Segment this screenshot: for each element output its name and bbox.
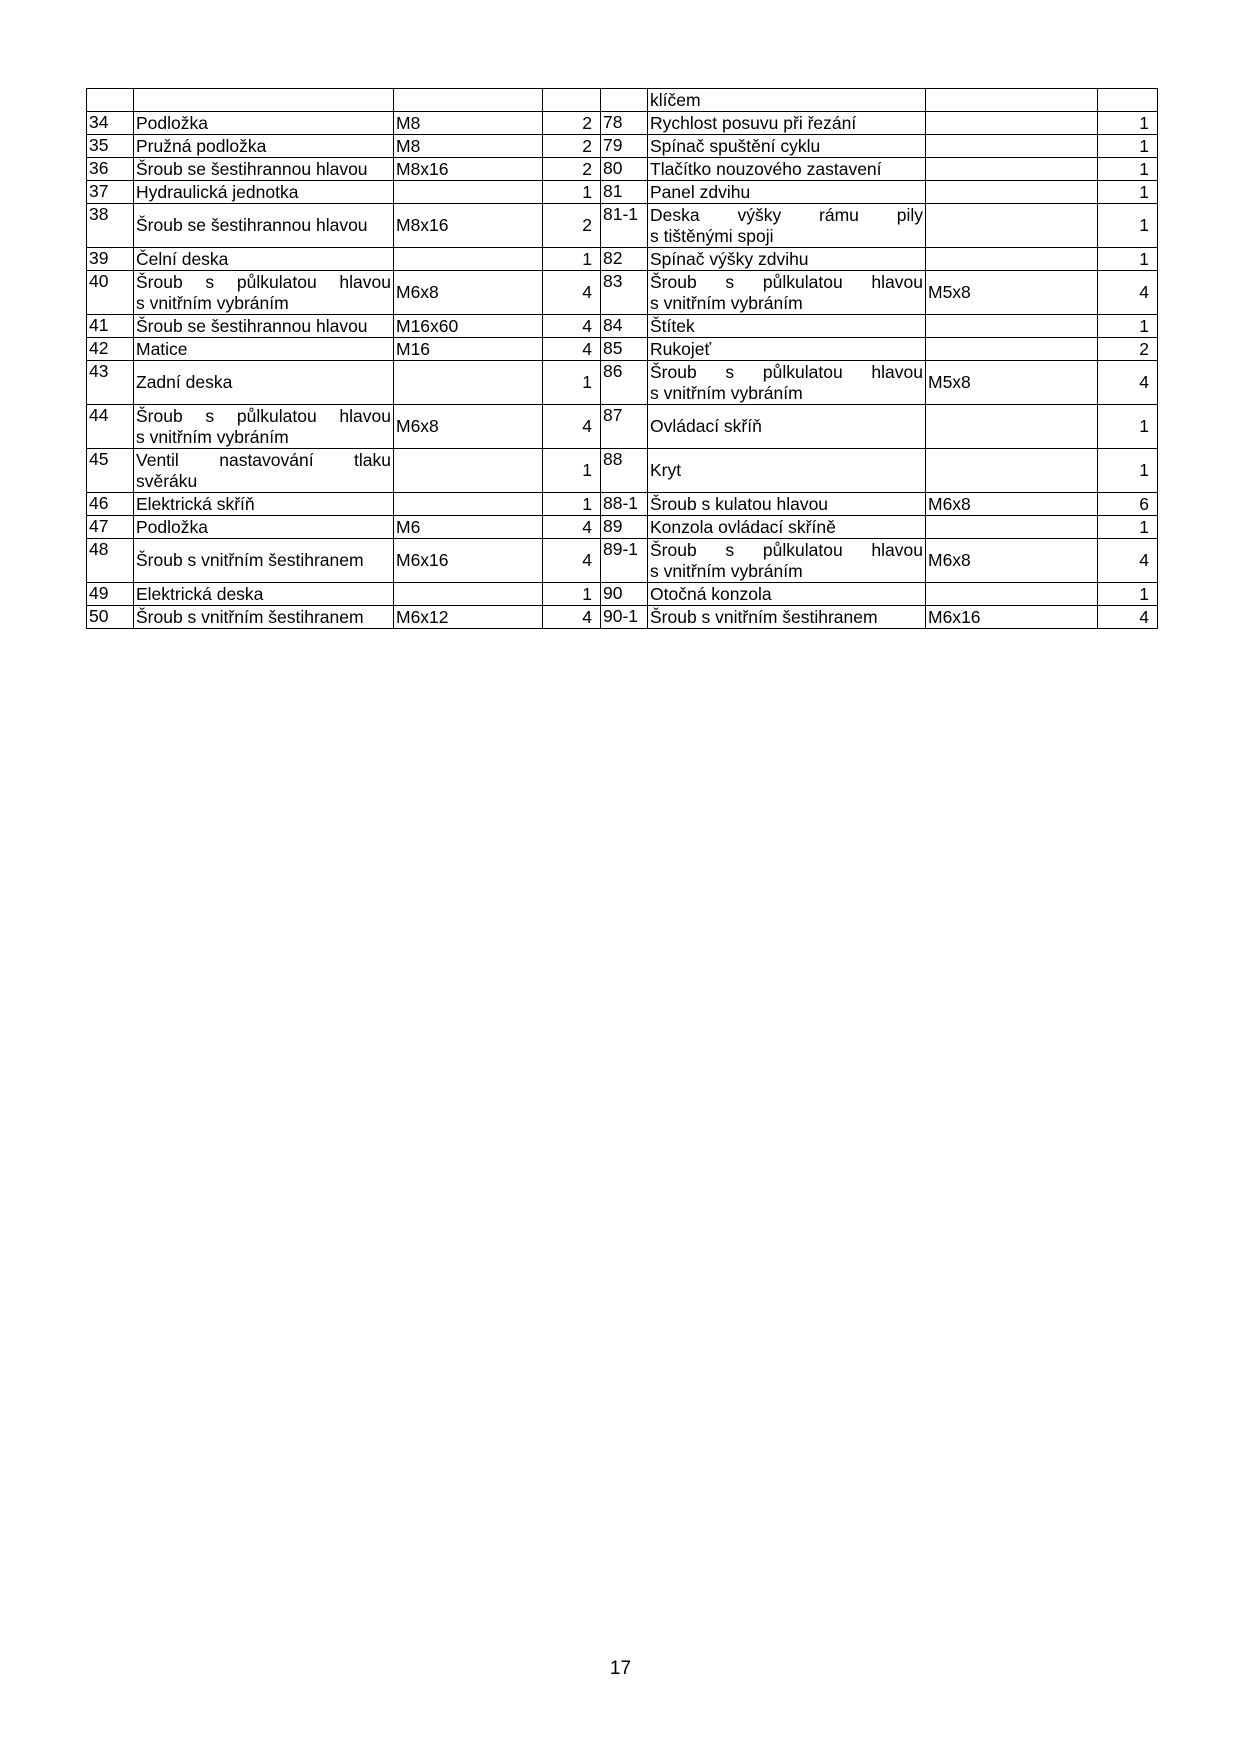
part-name-line: Zadní deska: [136, 372, 233, 392]
part-name-line: Deska výšky rámu pily: [650, 204, 923, 225]
right-size-cell: [926, 449, 1098, 493]
right-part-name-cell: [648, 112, 926, 135]
left-size-cell: M8: [394, 135, 543, 158]
left-item-number-cell: 43: [87, 361, 134, 405]
right-size-cell: [926, 315, 1098, 338]
left-item-number-cell: 37: [87, 181, 134, 204]
right-item-number-cell: 80: [601, 158, 648, 181]
part-name-line: Šroub s půlkulatou hlavou: [136, 271, 391, 292]
right-item-number-cell: 78: [601, 112, 648, 135]
part-name-line: Šroub s půlkulatou hlavou: [136, 405, 391, 426]
left-size-cell: [394, 583, 543, 606]
left-quantity-cell: 4: [543, 315, 601, 338]
left-item-number-cell: 49: [87, 583, 134, 606]
part-name-line: Šroub s půlkulatou hlavou: [650, 361, 923, 382]
left-part-name-cell: [134, 204, 394, 248]
part-name-line: Šroub s vnitřním šestihranem: [136, 606, 364, 627]
part-name-line: Šroub se šestihrannou hlavou: [136, 315, 368, 336]
right-part-name-cell: [648, 315, 926, 338]
left-quantity-cell: 2: [543, 112, 601, 135]
right-size-cell: [926, 583, 1098, 606]
left-part-name-cell: [134, 516, 394, 539]
table-row: [87, 606, 1158, 629]
right-part-name-cell: [648, 204, 926, 248]
right-quantity-cell: 1: [1098, 158, 1158, 181]
left-item-number-cell: 50: [87, 606, 134, 629]
left-item-number-cell: 44: [87, 405, 134, 449]
left-size-cell: M6: [394, 516, 543, 539]
part-name-line: klíčem: [650, 90, 701, 110]
right-item-number-cell: 87: [601, 405, 648, 449]
part-name-line: Rychlost posuvu při řezání: [650, 112, 857, 133]
part-name-line: Štítek: [650, 315, 695, 336]
part-name-line: s vnitřním vybráním: [650, 560, 803, 581]
right-size-cell: M6x16: [926, 606, 1098, 629]
left-quantity-cell: 1: [543, 493, 601, 516]
left-part-name-cell: [134, 493, 394, 516]
table-row: [87, 112, 1158, 135]
part-name-line: Šroub s vnitřním šestihranem: [136, 550, 364, 570]
table-row: [87, 338, 1158, 361]
part-name-line: Elektrická skříň: [136, 493, 255, 514]
right-size-cell: [926, 89, 1098, 112]
part-name-line: Ventil nastavování tlaku: [136, 449, 391, 470]
left-item-number-cell: 46: [87, 493, 134, 516]
right-quantity-cell: 1: [1098, 405, 1158, 449]
right-item-number-cell: 83: [601, 271, 648, 315]
right-item-number-cell: 81-1: [601, 204, 648, 248]
right-part-name-cell: [648, 338, 926, 361]
part-name-line: Podložka: [136, 516, 208, 537]
left-item-number-cell: 47: [87, 516, 134, 539]
right-size-cell: M5x8: [926, 361, 1098, 405]
left-item-number-cell: 36: [87, 158, 134, 181]
left-size-cell: M6x16: [394, 539, 543, 583]
right-part-name-cell: [648, 248, 926, 271]
left-part-name-cell: [134, 315, 394, 338]
table-row: [87, 158, 1158, 181]
table-row: [87, 449, 1158, 493]
table-row: [87, 181, 1158, 204]
left-quantity-cell: 1: [543, 361, 601, 405]
right-size-cell: M5x8: [926, 271, 1098, 315]
part-name-line: Tlačítko nouzového zastavení: [650, 158, 882, 179]
right-size-cell: [926, 158, 1098, 181]
part-name-line: Konzola ovládací skříně: [650, 516, 836, 537]
right-quantity-cell: 1: [1098, 248, 1158, 271]
page-number: 17: [609, 1658, 632, 1679]
left-part-name-cell: [134, 135, 394, 158]
right-quantity-cell: 1: [1098, 135, 1158, 158]
table-row: [87, 493, 1158, 516]
right-quantity-cell: 1: [1098, 516, 1158, 539]
part-name-line: Hydraulická jednotka: [136, 181, 299, 202]
right-quantity-cell: 4: [1098, 539, 1158, 583]
left-size-cell: M8x16: [394, 158, 543, 181]
right-quantity-cell: 2: [1098, 338, 1158, 361]
right-item-number-cell: 89: [601, 516, 648, 539]
right-part-name-cell: [648, 606, 926, 629]
left-part-name-cell: [134, 89, 394, 112]
table-row: [87, 315, 1158, 338]
table-row: [87, 135, 1158, 158]
left-size-cell: [394, 449, 543, 493]
table-row: [87, 405, 1158, 449]
left-item-number-cell: 38: [87, 204, 134, 248]
right-part-name-cell: [648, 493, 926, 516]
left-size-cell: M6x12: [394, 606, 543, 629]
table-row: [87, 89, 1158, 112]
right-item-number-cell: 89-1: [601, 539, 648, 583]
part-name-line: Šroub s vnitřním šestihranem: [650, 606, 878, 627]
part-name-line: Šroub s kulatou hlavou: [650, 493, 829, 514]
right-item-number-cell: 85: [601, 338, 648, 361]
left-size-cell: M8: [394, 112, 543, 135]
left-item-number-cell: 35: [87, 135, 134, 158]
right-quantity-cell: [1098, 89, 1158, 112]
part-name-line: Šroub se šestihrannou hlavou: [136, 158, 368, 179]
table-row: [87, 204, 1158, 248]
left-quantity-cell: 4: [543, 606, 601, 629]
part-name-line: s vnitřním vybráním: [650, 382, 803, 403]
part-name-line: Čelní deska: [136, 248, 229, 269]
right-quantity-cell: 1: [1098, 449, 1158, 493]
left-quantity-cell: 1: [543, 583, 601, 606]
right-size-cell: M6x8: [926, 493, 1098, 516]
table-row: [87, 271, 1158, 315]
right-part-name-cell: [648, 583, 926, 606]
right-item-number-cell: 88: [601, 449, 648, 493]
right-part-name-cell: [648, 158, 926, 181]
right-size-cell: [926, 516, 1098, 539]
left-size-cell: M16: [394, 338, 543, 361]
parts-table-body: [87, 89, 1158, 629]
right-item-number-cell: 81: [601, 181, 648, 204]
left-quantity-cell: 4: [543, 539, 601, 583]
right-size-cell: [926, 135, 1098, 158]
right-quantity-cell: 1: [1098, 181, 1158, 204]
right-quantity-cell: 4: [1098, 606, 1158, 629]
right-part-name-cell: [648, 405, 926, 449]
left-size-cell: M6x8: [394, 405, 543, 449]
right-part-name-cell: [648, 539, 926, 583]
left-part-name-cell: [134, 112, 394, 135]
table-row: [87, 516, 1158, 539]
part-name-line: Spínač výšky zdvihu: [650, 248, 809, 269]
left-quantity-cell: 2: [543, 158, 601, 181]
left-part-name-cell: [134, 338, 394, 361]
right-quantity-cell: 1: [1098, 204, 1158, 248]
left-part-name-cell: [134, 405, 394, 449]
part-name-line: s vnitřním vybráním: [136, 292, 289, 313]
part-name-line: Podložka: [136, 112, 208, 133]
left-part-name-cell: [134, 449, 394, 493]
left-part-name-cell: [134, 606, 394, 629]
part-name-line: s vnitřním vybráním: [136, 426, 289, 447]
part-name-line: Elektrická deska: [136, 583, 264, 604]
right-part-name-cell: [648, 449, 926, 493]
left-part-name-cell: [134, 539, 394, 583]
left-size-cell: [394, 248, 543, 271]
right-part-name-cell: [648, 516, 926, 539]
part-name-line: s tištěnými spoji: [650, 225, 774, 246]
left-item-number-cell: 34: [87, 112, 134, 135]
right-item-number-cell: 90-1: [601, 606, 648, 629]
table-row: [87, 361, 1158, 405]
left-part-name-cell: [134, 181, 394, 204]
left-size-cell: M6x8: [394, 271, 543, 315]
left-quantity-cell: 2: [543, 204, 601, 248]
part-name-line: Otočná konzola: [650, 583, 772, 604]
left-part-name-cell: [134, 248, 394, 271]
left-size-cell: [394, 361, 543, 405]
left-item-number-cell: 40: [87, 271, 134, 315]
right-part-name-cell: [648, 361, 926, 405]
right-quantity-cell: 1: [1098, 583, 1158, 606]
right-quantity-cell: 1: [1098, 315, 1158, 338]
table-row: [87, 248, 1158, 271]
part-name-line: Šroub se šestihrannou hlavou: [136, 215, 368, 235]
part-name-line: s vnitřním vybráním: [650, 292, 803, 313]
left-quantity-cell: 4: [543, 405, 601, 449]
part-name-line: Pružná podložka: [136, 135, 267, 156]
left-quantity-cell: 1: [543, 181, 601, 204]
right-item-number-cell: [601, 89, 648, 112]
left-item-number-cell: 39: [87, 248, 134, 271]
right-size-cell: [926, 405, 1098, 449]
right-quantity-cell: 6: [1098, 493, 1158, 516]
right-size-cell: [926, 338, 1098, 361]
right-item-number-cell: 79: [601, 135, 648, 158]
left-part-name-cell: [134, 361, 394, 405]
left-size-cell: [394, 181, 543, 204]
right-size-cell: [926, 248, 1098, 271]
part-name-line: Šroub s půlkulatou hlavou: [650, 271, 923, 292]
right-part-name-cell: [648, 89, 926, 112]
left-quantity-cell: 1: [543, 449, 601, 493]
part-name-line: Spínač spuštění cyklu: [650, 135, 821, 156]
right-item-number-cell: 82: [601, 248, 648, 271]
left-size-cell: M8x16: [394, 204, 543, 248]
part-name-line: Šroub s půlkulatou hlavou: [650, 539, 923, 560]
part-name-line: Matice: [136, 338, 188, 359]
right-item-number-cell: 84: [601, 315, 648, 338]
right-part-name-cell: [648, 181, 926, 204]
table-row: [87, 583, 1158, 606]
left-quantity-cell: 2: [543, 135, 601, 158]
right-size-cell: M6x8: [926, 539, 1098, 583]
right-quantity-cell: 4: [1098, 271, 1158, 315]
right-quantity-cell: 4: [1098, 361, 1158, 405]
right-item-number-cell: 86: [601, 361, 648, 405]
left-item-number-cell: 41: [87, 315, 134, 338]
table-row: [87, 539, 1158, 583]
left-quantity-cell: [543, 89, 601, 112]
part-name-line: svěráku: [136, 470, 198, 491]
left-item-number-cell: 48: [87, 539, 134, 583]
left-part-name-cell: [134, 583, 394, 606]
part-name-line: Ovládací skříň: [650, 416, 762, 436]
left-size-cell: [394, 89, 543, 112]
left-part-name-cell: [134, 271, 394, 315]
part-name-line: Kryt: [650, 460, 682, 480]
left-item-number-cell: 42: [87, 338, 134, 361]
right-size-cell: [926, 204, 1098, 248]
left-quantity-cell: 4: [543, 271, 601, 315]
right-item-number-cell: 88-1: [601, 493, 648, 516]
right-item-number-cell: 90: [601, 583, 648, 606]
left-item-number-cell: 45: [87, 449, 134, 493]
parts-table: [86, 88, 1158, 629]
left-item-number-cell: [87, 89, 134, 112]
right-size-cell: [926, 112, 1098, 135]
part-name-line: Panel zdvihu: [650, 181, 751, 202]
part-name-line: Rukojeť: [650, 338, 712, 359]
left-size-cell: [394, 493, 543, 516]
left-quantity-cell: 4: [543, 516, 601, 539]
right-size-cell: [926, 181, 1098, 204]
left-part-name-cell: [134, 158, 394, 181]
left-quantity-cell: 4: [543, 338, 601, 361]
right-part-name-cell: [648, 271, 926, 315]
right-part-name-cell: [648, 135, 926, 158]
left-size-cell: M16x60: [394, 315, 543, 338]
right-quantity-cell: 1: [1098, 112, 1158, 135]
left-quantity-cell: 1: [543, 248, 601, 271]
